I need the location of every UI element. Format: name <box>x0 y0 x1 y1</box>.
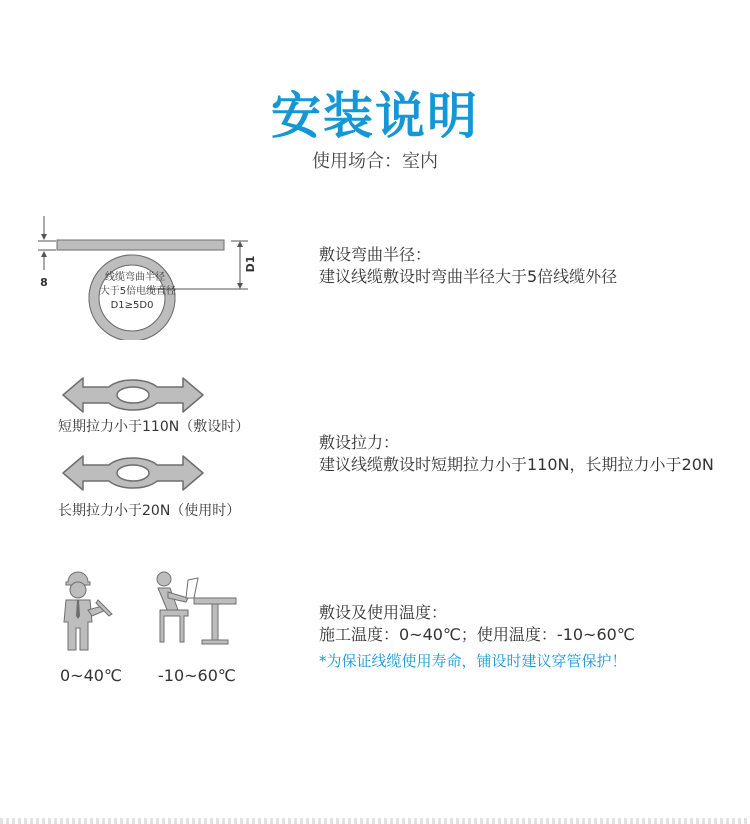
seated-person-icon <box>154 570 240 648</box>
worker-icon <box>58 570 114 654</box>
double-arrow-cable-icon <box>62 452 204 494</box>
use-temp-caption: -10~60℃ <box>158 666 236 685</box>
temperature-description <box>319 602 635 672</box>
install-temp-caption: 0~40℃ <box>60 666 122 685</box>
bend-radius-diagram <box>28 212 258 340</box>
temperature-heading: 敷设及使用温度： <box>319 603 448 622</box>
tension-description <box>319 432 714 476</box>
short-tension-caption: 短期拉力小于110N（敷设时） <box>58 419 250 435</box>
long-tension-caption: 长期拉力小于20N（使用时） <box>58 503 241 519</box>
tension-text: 建议线缆敷设时短期拉力小于110N，长期拉力小于20N <box>319 455 714 474</box>
bend-radius-description <box>319 244 617 288</box>
circle-text-line2: 大于5倍电缆直径 <box>99 286 177 297</box>
bend-radius-text: 建议线缆敷设时弯曲半径大于5倍线缆外径 <box>319 267 618 286</box>
temperature-text: 施工温度：0~40℃；使用温度：-10~60℃ <box>319 625 635 644</box>
double-arrow-cable-icon <box>62 374 204 416</box>
protection-note: *为保证线缆使用寿命，铺设时建议穿管保护！ <box>319 652 627 670</box>
circle-text-line3: D1≥5D0 <box>110 300 154 311</box>
d1-label: D1 <box>244 255 257 273</box>
tension-heading: 敷设拉力： <box>319 433 400 452</box>
circle-text-line1: 线缆弯曲半径 <box>105 272 165 283</box>
page-subtitle: 使用场合：室内 <box>312 151 438 172</box>
flat-cable-bar <box>57 240 224 250</box>
page-title: 安装说明 <box>271 87 479 145</box>
bottom-divider <box>0 818 750 824</box>
d0-label: 8 <box>40 276 48 289</box>
bend-radius-heading: 敷设弯曲半径： <box>319 245 432 264</box>
